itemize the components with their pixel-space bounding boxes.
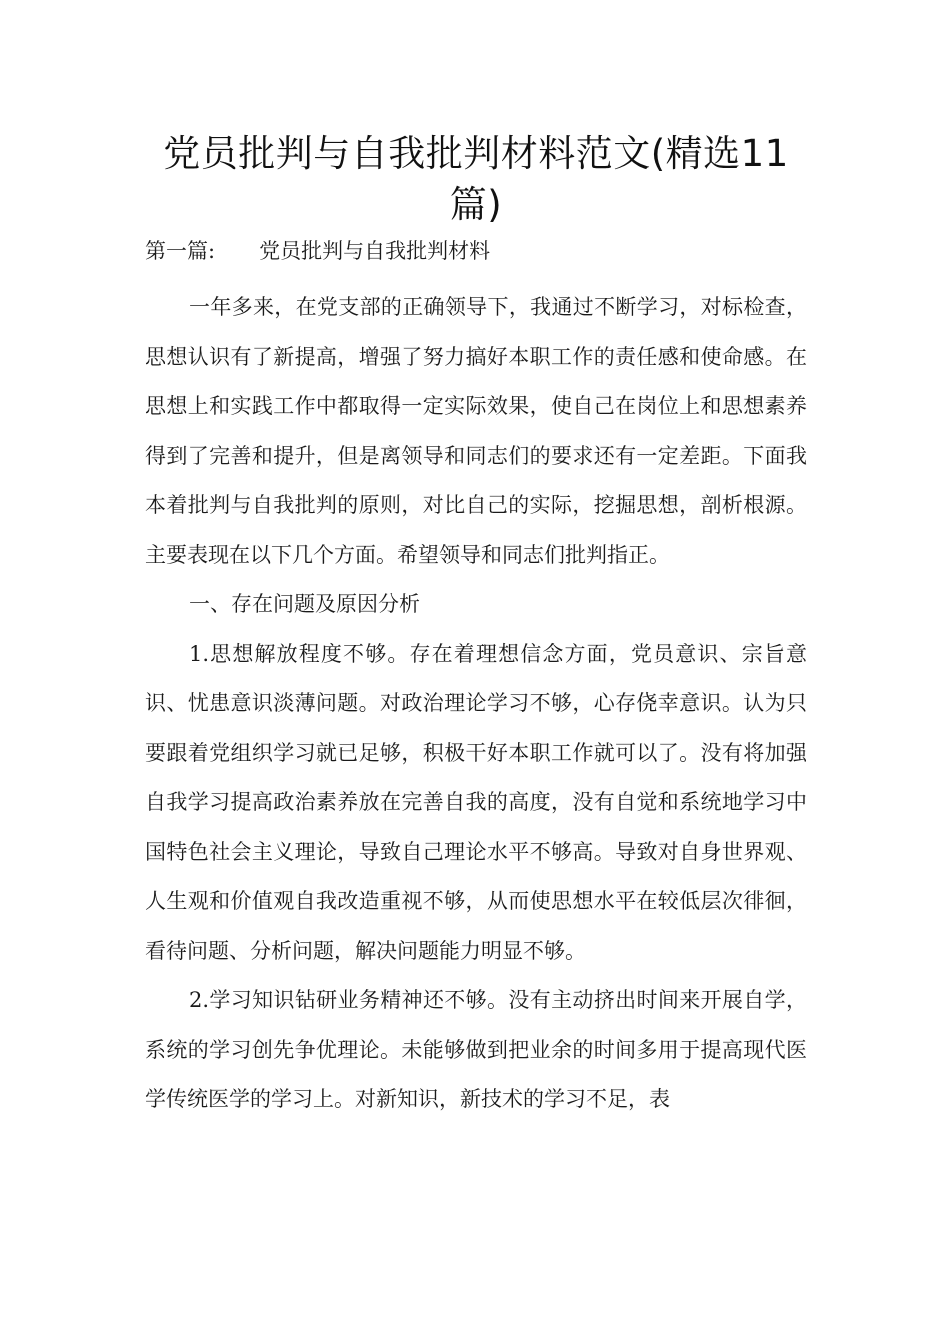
document-title: 党员批判与自我批判材料范文(精选11篇) <box>163 132 789 226</box>
section-heading <box>145 236 490 266</box>
section-prefix: 第一篇: <box>145 239 216 263</box>
paragraph-point-2: 2.学习知识钻研业务精神还不够。没有主动挤出时间来开展自学，系统的学习创先争优理论。未能够做到把业余的时间多用于提高现代医学传统医学的学习上。对新知识，新技术的学习不足，表 <box>145 988 807 1111</box>
section-title: 党员批判与自我批判材料 <box>259 239 491 263</box>
paragraph-point-1: 1.思想解放程度不够。存在着理想信念方面，党员意识、宗旨意识、忧患意识淡薄问题。对政治理论学习不够，心存侥幸意识。认为只要跟着党组织学习就已足够，积极干好本职工作就可以了。没有将加强自我学习提高政治素养放在完善自我的高度，没有自觉和系统地学习中国特色社会主义理论，导致自己理论水平不够高。导致对自身世界观、人生观和价值观自我改造重视不够，从而使思想水平在较低层次徘徊，看待问题、分析问题，解决问题能力明显不够。 <box>145 641 807 963</box>
document-body <box>145 283 807 1125</box>
paragraph-intro: 一年多来，在党支部的正确领导下，我通过不断学习，对标检查，思想认识有了新提高，增强了努力搞好本职工作的责任感和使命感。在思想上和实践工作中都取得一定实际效果，使自己在岗位上和思想素养得到了完善和提升，但是离领导和同志们的要求还有一定差距。下面我本着批判与自我批判的原则，对比自己的实际，挖掘思想，剖析根源。主要表现在以下几个方面。希望领导和同志们批判指正。 <box>145 295 807 567</box>
paragraph-heading-problems: 一、存在问题及原因分析 <box>189 592 420 616</box>
